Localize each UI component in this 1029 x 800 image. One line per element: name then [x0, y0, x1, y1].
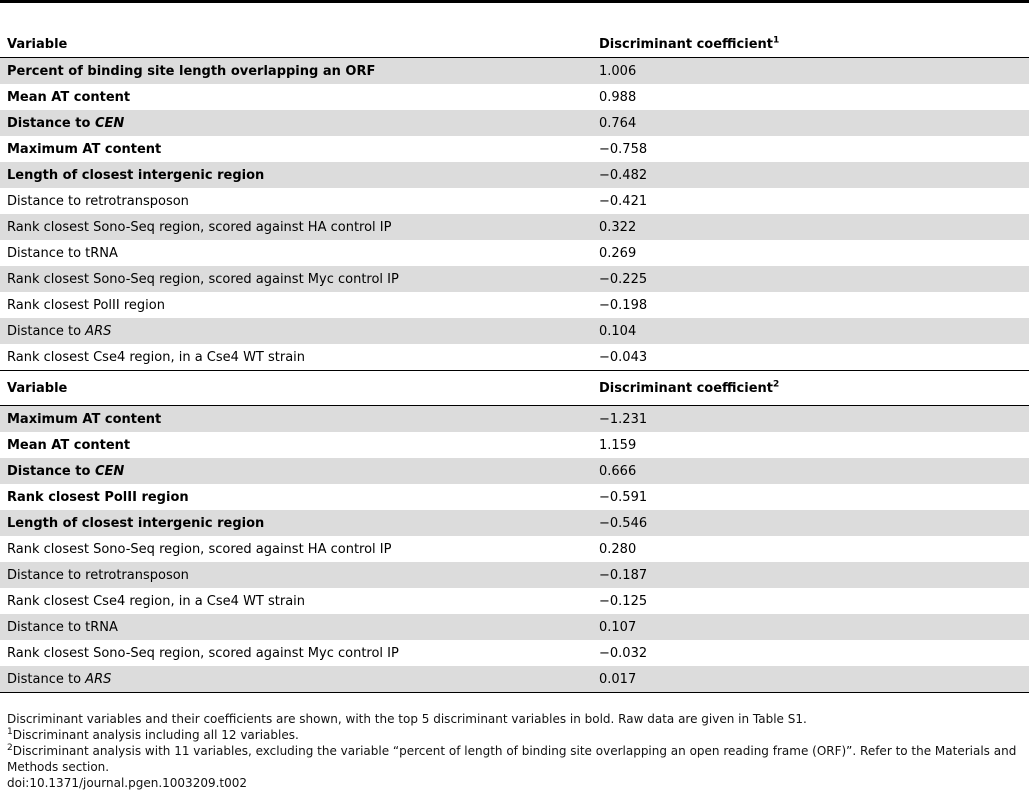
- coefficient-cell: −0.758: [599, 141, 648, 157]
- variable-cell: Mean AT content: [7, 89, 131, 105]
- table-row: [0, 614, 1029, 640]
- table-row: [0, 214, 1029, 240]
- variable-cell: Distance to tRNA: [0, 614, 592, 640]
- variable-cell: [0, 458, 592, 484]
- coefficient-cell: −0.591: [599, 489, 648, 505]
- col-coef-label: Discriminant coefficient: [599, 37, 773, 52]
- table-row: [0, 666, 1029, 693]
- variable-label: Distance to: [7, 323, 86, 339]
- coefficient-cell: 1.159: [599, 437, 637, 453]
- table-row: [0, 536, 1029, 562]
- footnote-1-mark: 1: [7, 727, 13, 737]
- variable-cell: Rank closest Sono-Seq region, scored against Myc control IP: [7, 645, 399, 661]
- table-row: [0, 266, 1029, 292]
- variable-cell: Rank closest Cse4 region, in a Cse4 WT strain: [7, 349, 306, 365]
- doi-line: doi:10.1371/journal.pgen.1003209.t002: [7, 776, 248, 790]
- variable-cell: Length of closest intergenic region: [0, 162, 592, 188]
- variable-label: Distance to: [7, 115, 95, 131]
- table-caption: Discriminant variables and their coefficients are shown, with the top 5 discriminant variables in bold. Raw data are given in Table S1.: [7, 712, 807, 726]
- coefficient-cell: −0.546: [592, 510, 1029, 536]
- table-row: [0, 406, 1029, 433]
- variable-cell: [0, 318, 592, 344]
- table-row: [0, 84, 1029, 110]
- table-row: [0, 588, 1029, 614]
- coefficient-cell: −0.421: [599, 193, 648, 209]
- top-rule: [0, 0, 1029, 3]
- coefficient-cell: 0.988: [599, 89, 637, 105]
- table-header-2: [0, 371, 1029, 406]
- coefficient-cell: −1.231: [592, 406, 1029, 433]
- coefficient-cell: 0.107: [592, 614, 1029, 640]
- table-row: [0, 162, 1029, 188]
- variable-cell: Maximum AT content: [7, 141, 162, 157]
- variable-italic-term: CEN: [94, 115, 125, 131]
- variable-label: Distance to: [7, 671, 86, 687]
- coefficient-cell: 0.017: [592, 666, 1029, 693]
- table-row: [0, 484, 1029, 510]
- col-variable-header-2: Variable: [0, 371, 592, 406]
- coefficient-cell: 0.666: [592, 458, 1029, 484]
- col-variable-header: Variable: [0, 32, 592, 58]
- coefficient-cell: −0.032: [599, 645, 648, 661]
- col-coef-label-2: Discriminant coefficient: [599, 380, 773, 396]
- variable-cell: Mean AT content: [7, 437, 131, 453]
- section-all-variables: [0, 58, 1029, 371]
- coefficient-cell: 0.104: [592, 318, 1029, 344]
- coefficient-cell: 0.322: [592, 214, 1029, 240]
- variable-italic-term: CEN: [94, 463, 125, 479]
- variable-cell: [0, 666, 592, 693]
- coefficient-cell: −0.198: [599, 297, 648, 313]
- table-row: [0, 562, 1029, 588]
- table-notes: [7, 711, 1027, 791]
- table-row: [0, 458, 1029, 484]
- variable-italic-term: ARS: [85, 323, 112, 339]
- table-row: [0, 432, 1029, 458]
- table-header-1: [0, 32, 1029, 58]
- variable-cell: Rank closest PolII region: [7, 489, 189, 505]
- footnote-mark-2: 2: [772, 379, 780, 390]
- table-row: [0, 640, 1029, 666]
- footnote-2-text: Discriminant analysis with 11 variables, excluding the variable “percent of length of binding site overlapping an open reading frame (ORF)”. Refer to the Materials and Methods section.: [7, 744, 1017, 774]
- variable-cell: Rank closest Cse4 region, in a Cse4 WT strain: [7, 593, 306, 609]
- coefficient-cell: 1.006: [592, 58, 1029, 85]
- discriminant-table: [0, 32, 1029, 693]
- coefficient-cell: 0.269: [599, 245, 637, 261]
- coefficient-cell: 0.764: [592, 110, 1029, 136]
- table-row: [0, 136, 1029, 162]
- coefficient-cell: −0.125: [599, 593, 648, 609]
- footnote-1-text: Discriminant analysis including all 12 variables.: [12, 728, 299, 742]
- coefficient-cell: −0.225: [592, 266, 1029, 292]
- variable-label: Distance to: [7, 463, 95, 479]
- table-row: [0, 58, 1029, 85]
- variable-cell: Length of closest intergenic region: [0, 510, 592, 536]
- variable-cell: [0, 110, 592, 136]
- table-row: [0, 510, 1029, 536]
- footnote-2-mark: 2: [7, 743, 13, 753]
- variable-cell: Distance to retrotransposon: [0, 562, 592, 588]
- coefficient-cell: −0.482: [592, 162, 1029, 188]
- col-coef-header-2: [592, 371, 1029, 406]
- coefficient-cell: −0.043: [599, 349, 648, 365]
- table-row: [0, 292, 1029, 318]
- footnote-1: [7, 727, 1027, 743]
- variable-cell: Rank closest PolII region: [7, 297, 165, 313]
- table-row: [0, 188, 1029, 214]
- variable-cell: Distance to retrotransposon: [7, 193, 189, 209]
- variable-italic-term: ARS: [85, 671, 112, 687]
- coefficient-cell: −0.187: [592, 562, 1029, 588]
- footnote-2: [7, 743, 1027, 775]
- variable-cell: Percent of binding site length overlapping an ORF: [0, 58, 592, 85]
- table-row: [0, 240, 1029, 266]
- table-row: [0, 110, 1029, 136]
- variable-cell: Rank closest Sono-Seq region, scored against HA control IP: [0, 214, 592, 240]
- table-row: [0, 318, 1029, 344]
- variable-cell: Distance to tRNA: [7, 245, 118, 261]
- col-coef-header: [592, 32, 1029, 58]
- variable-cell: Rank closest Sono-Seq region, scored against HA control IP: [7, 541, 392, 557]
- footnote-mark-1: 1: [772, 35, 780, 46]
- coefficient-cell: 0.280: [599, 541, 637, 557]
- variable-cell: Maximum AT content: [0, 406, 592, 433]
- section-excluding-orf: [0, 406, 1029, 693]
- variable-cell: Rank closest Sono-Seq region, scored against Myc control IP: [0, 266, 592, 292]
- table-row: [0, 344, 1029, 371]
